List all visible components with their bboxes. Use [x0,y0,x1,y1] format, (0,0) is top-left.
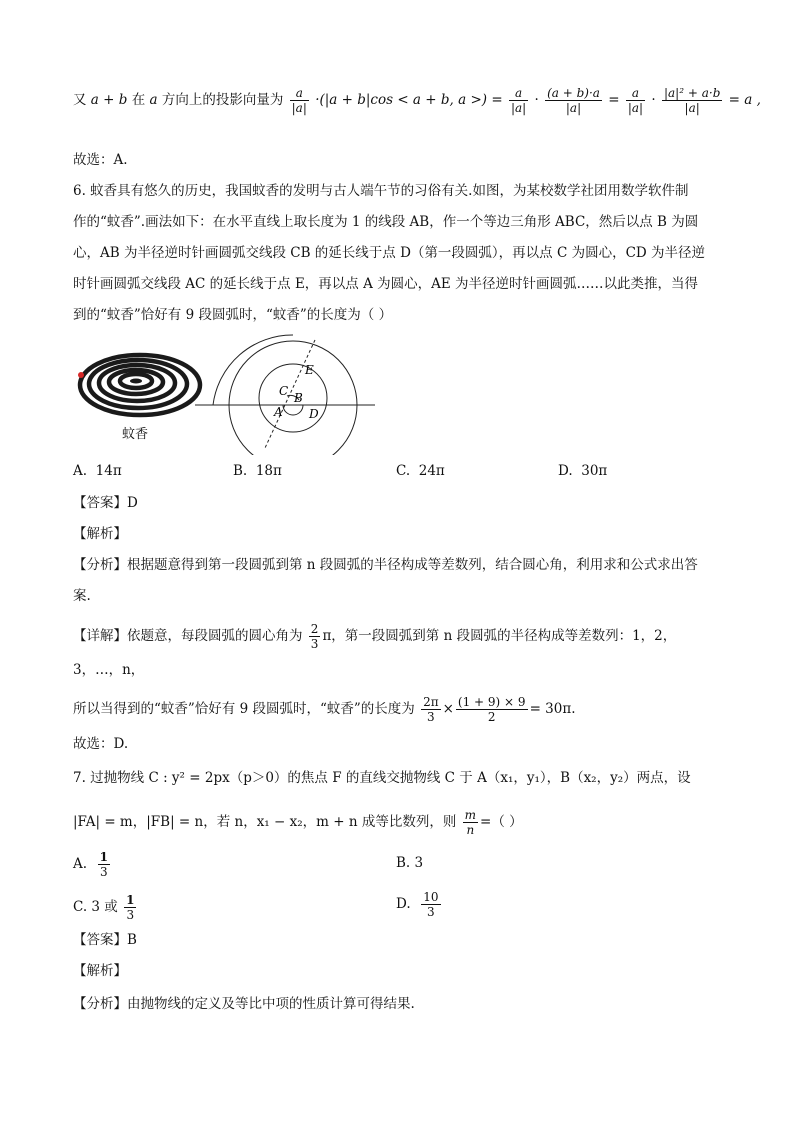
label-B: B [294,391,303,405]
proj-end: = a , [728,92,761,108]
label-C: C [279,384,289,398]
xiangjie-frac: $\frac{2}{3}$ [310,622,319,651]
q7-line-1: 7. 过抛物线 C : y² = 2px（p＞0）的焦点 F 的直线交抛物线 C 于 A（x₁，y₁），B（x₂，y₂）两点，设 [73,770,691,786]
label-D: D [309,407,319,421]
q7-option-b: B. 3 [396,855,424,871]
proj-frac-3: $\frac{(a + b)\cdot a}{|a|}$ [547,86,600,115]
proj-frac-1: $\frac{a}{|a|}$ [291,86,307,115]
proj-frac-4: $\frac{a}{|a|}$ [627,86,644,115]
q7-fenxi: 【分析】由抛物线的定义及等比中项的性质计算可得结果. [73,996,415,1012]
proj-prefix: 又 [73,92,87,108]
so-frac-1: $\frac{2\pi}{3}$ [423,695,439,724]
q6-fenxi-2: 案. [73,588,91,604]
q6-line-1: 6. 蚊香具有悠久的历史，我国蚊香的发明与古人端午节的习俗有关.如图，为某校数学社团用数学软件制 [73,183,689,199]
q6-choice: 故选：D. [73,736,129,752]
spiral-diagram [195,330,380,455]
q6-line-5: 到的“蚊香”恰好有 9 段圆弧时，“蚊香”的长度为（ ） [73,307,393,323]
proj-paren: ·(|a + b|cos < a + b, a >) = [315,92,503,108]
proj-frac-2: $\frac{a}{|a|}$ [510,86,527,115]
proj-eq: = [608,92,620,108]
q6-so-line: 所以当得到的“蚊香”恰好有 9 段圆弧时，“蚊香”的长度为 $\frac{2\pi}{3}$ × $\frac{(1 + 9) \times 9}{2}$ = 30π. [73,695,576,724]
q6-line-2: 作的“蚊香”.画法如下：在水平直线上取长度为 1 的线段 AB，作一个等边三角形 ABC，然后以点 B 为圆 [73,214,699,230]
q7-analysis-heading: 【解析】 [73,963,127,979]
proj-mid1: 在 [131,92,146,108]
q6-line-4: 时针画圆弧交线段 AC 的延长线于点 E，再以点 A 为圆心，AE 为半径逆时针画圆弧……以此类推，当得 [73,276,699,292]
q7-option-d: D. $\frac{10}{3}$ [396,890,439,919]
so-frac-2: $\frac{(1 + 9) \times 9}{2}$ [457,695,526,724]
q7-line-2: |FA| = m，|FB| = n，若 n，x₁ − x₂，m + n 成等比数列，则 $\frac{m}{n}$ =（ ） [73,808,523,837]
q6-fenxi-1: 【分析】根据题意得到第一段圆弧到第 n 段圆弧的半径构成等差数列，结合圆心角，利用求和公式求出答 [73,557,698,573]
figure-caption: 蚊香 [122,427,149,442]
q6-option-d: D. 30π [558,463,608,479]
projection-line: 又 a + b 在 a 方向上的投影向量为 $\frac{a}{|a|}$ ·(|a + b|cos < a + b, a >) = $\frac{a}{|a|}$ · $\frac{(a + b)\cdot a}{|a|}$ = $\frac{a}{|a|}$ · $\frac{\text{|a|² + a·b}}{|a|}$ = a , [73,86,761,115]
proj-mid2: 方向上的投影向量为 [161,92,284,108]
q7-answer: 【答案】B [73,932,137,948]
q6-option-c: C. 24π [396,463,445,479]
q7-option-c: C. 3 或 $\frac{1}{3}$ [73,893,135,922]
proj-vec-expr: a + b [90,92,128,108]
q5-choice: 故选：A. [73,152,128,168]
q6-xiangjie-2: 3，…，n， [73,662,145,678]
proj-frac-5: $\frac{\text{|a|² + a·b}}{|a|}$ [663,86,721,115]
q6-analysis-heading: 【解析】 [73,526,127,542]
q6-answer: 【答案】D [73,495,138,511]
q6-option-a: A. 14π [73,463,122,479]
q6-line-3: 心，AB 为半径逆时针画圆弧交线段 CB 的延长线于点 D（第一段圆弧），再以点 C 为圆心，CD 为半径逆 [73,245,706,261]
q6-xiangjie: 【详解】依题意，每段圆弧的圆心角为 $\frac{2}{3}$ π，第一段圆弧到第 n 段圆弧的半径构成等差数列：1，2， [73,622,677,651]
q7-frac-mn: $\frac{m}{n}$ [464,808,477,837]
label-E: E [305,363,314,377]
label-A: A [274,405,283,419]
proj-vec-a: a [149,92,158,108]
q7-option-a: A. $\frac{1}{3}$ [73,850,108,879]
q6-option-b: B. 18π [233,463,282,479]
mosquito-coil-image [70,345,210,425]
